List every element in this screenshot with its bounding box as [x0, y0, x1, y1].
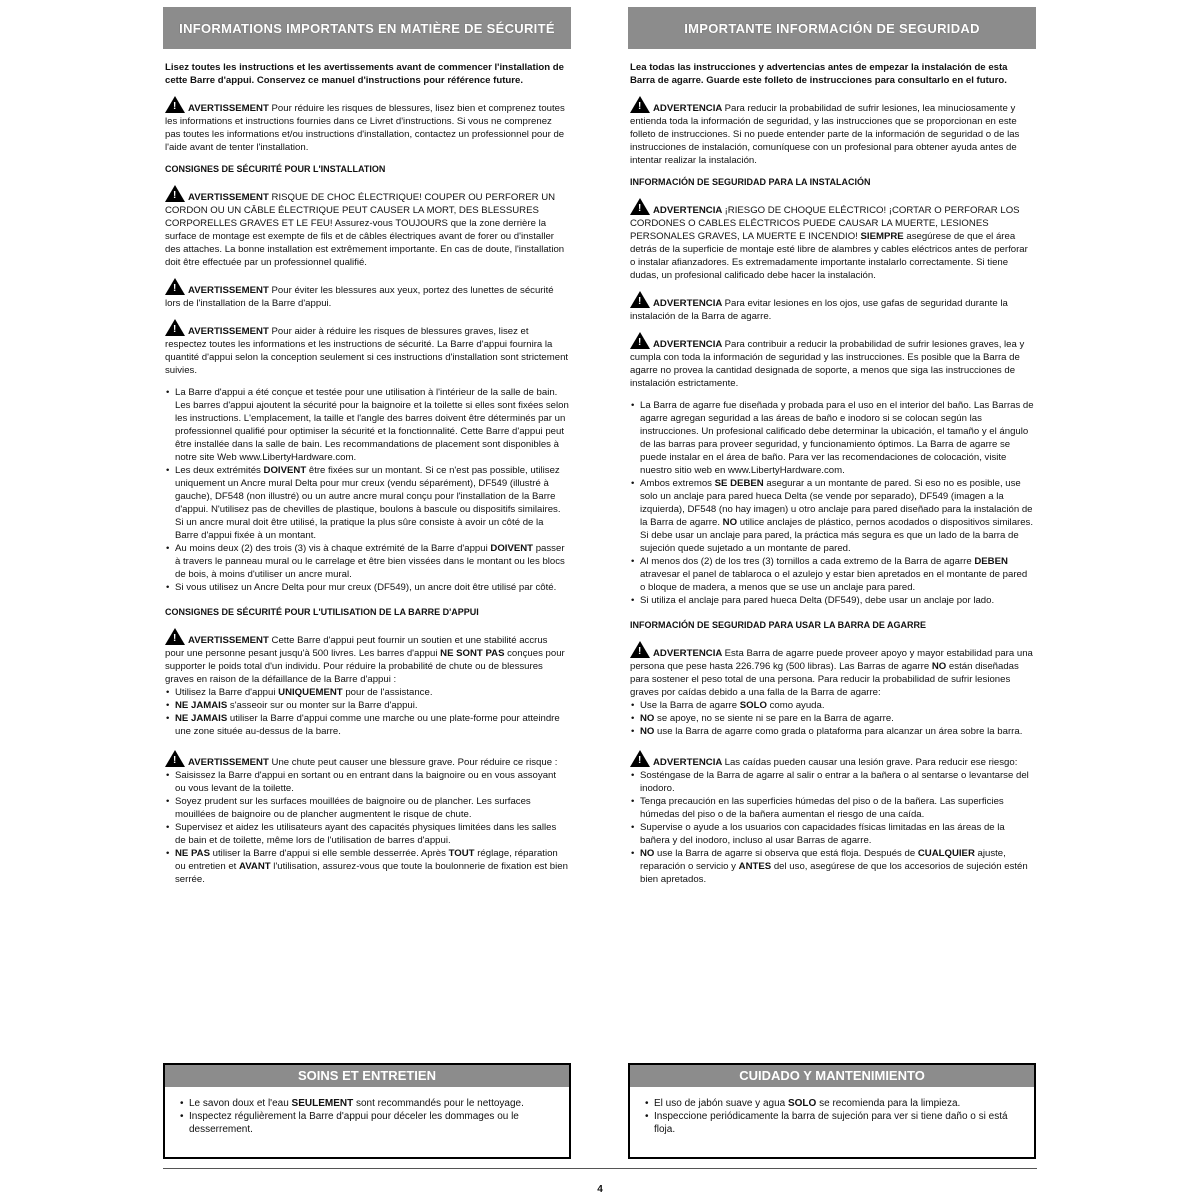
text-segment: La Barre d'appui a été conçue et testée pour une utilisation à l'intérieur de la salle de bain. Les barres d'appui ajoutent la sécurité pour la baignoire et la toilette si elles sont fixées selon les instructions. L'emplacement, la taille et l'angle des barres doivent être déterminés par un professionnel qualifié pour optimiser la sécurité et la fonctionnalité. Cette Barre d'appui peut être installée dans la salle de bain. Les recommandations de placement sont disponibles à notre site Web www.LibertyHardware.com. — [175, 387, 569, 463]
emphasis-text: SEULEMENT — [291, 1098, 354, 1109]
french-care-box — [163, 1063, 571, 1159]
text-segment: Use la Barra de agarre — [640, 700, 740, 711]
warning-paragraph — [630, 96, 1034, 167]
text-segment: asegúrese de que el área detrás de la superficie de montaje esté libre de alambres y cables eléctricos antes de perforar o instalar afianzadores. Es extremadamente importante instalarlo correctamente. Si tiene dudas, un profesional calificado debe hacer la instalación. — [630, 231, 1028, 281]
text-segment: Al menos dos (2) de los tres (3) tornillos a cada extremo de la Barra de agarre — [640, 556, 975, 567]
text-segment: passer à travers le panneau mural ou le carrelage et être bien vissées dans le montant ou les blocs de bois, à moins d'utiliser un ancre mural. — [175, 543, 565, 580]
text-segment: están diseñadas para sostener el peso total de una persona. Para reducir la probabilidad de sufrir lesiones graves por caídas debido a una falla de la Barra de agarre: — [630, 661, 1019, 698]
text-segment: del uso, asegúrese de que los accesorios de sujeción estén bien apretados. — [640, 861, 1028, 885]
emphasis-text: NE JAMAIS — [175, 713, 228, 724]
text-segment: CONSIGNES DE SÉCURITÉ POUR L'INSTALLATION — [165, 164, 386, 174]
warning-label: ADVERTENCIA — [653, 648, 725, 659]
text-segment: Une chute peut causer une blessure grave. Pour réduire ce risque : — [271, 757, 558, 768]
section-heading — [630, 619, 1034, 632]
french-care-title: SOINS ET ENTRETIEN — [165, 1065, 569, 1087]
list-item — [630, 594, 1034, 607]
warning-paragraph — [630, 198, 1034, 282]
text-segment: Para evitar lesiones en los ojos, use gafas de seguridad durante la instalación de la Barra de agarre. — [630, 298, 1008, 322]
warning-label: ADVERTENCIA — [653, 298, 725, 309]
text-segment: Utilisez la Barre d'appui — [175, 687, 279, 698]
text-segment: réglage, réparation ou entretien et — [175, 848, 558, 872]
warning-paragraph — [165, 628, 569, 686]
warning-triangle-icon — [630, 96, 650, 113]
emphasis-text: NO — [931, 661, 947, 672]
warning-triangle-icon — [630, 750, 650, 767]
intro-paragraph — [630, 61, 1034, 87]
text-segment: Soyez prudent sur les surfaces mouillées de baignoire ou de plancher. Les surfaces mouillées de baignoire ou de plancher augmentent le risque de chute. — [175, 796, 531, 820]
emphasis-text: TOUT — [448, 848, 475, 859]
warning-triangle-icon — [165, 185, 185, 202]
section-heading — [630, 176, 1034, 189]
emphasis-text: DOIVENT — [263, 465, 307, 476]
text-segment: Pour aider à réduire les risques de blessures graves, lisez et respectez toutes les informations et les instructions de sécurité. La Barre d'appui fournira la quantité d'appui selon la conception seulement si ces instructions d'installation sont strictement suivies. — [165, 326, 569, 376]
text-segment: Tenga precaución en las superficies húmedas del piso o de la bañera. Las superficies húmedas del piso o de la bañera aumentan el riesgo de una caída. — [640, 796, 1004, 820]
intro-paragraph — [165, 61, 569, 87]
warning-triangle-icon — [630, 332, 650, 349]
warning-triangle-icon — [165, 96, 185, 113]
text-segment: utilice anclajes de plástico, pernos acodados o dispositivos similares. Si debe usar un anclaje para pared, la práctica más segura es que un lado de la barra de sujeción quede sujetado a un montante de pared. — [640, 517, 1034, 554]
french-body — [163, 49, 571, 886]
warning-label: ADVERTENCIA — [653, 339, 725, 350]
emphasis-text: SE DEBEN — [714, 478, 764, 489]
emphasis-text: NE PAS — [175, 848, 211, 859]
list-item — [165, 464, 569, 542]
warning-paragraph — [630, 750, 1034, 769]
warning-label: AVERTISSEMENT — [188, 192, 272, 203]
list-item — [165, 581, 569, 594]
emphasis-text: SOLO — [739, 700, 767, 711]
warning-triangle-icon — [165, 278, 185, 295]
list-item — [630, 769, 1034, 795]
bullet-list — [165, 386, 569, 594]
text-segment: l'utilisation, assurez-vous que toute la boulonnerie de fixation est bien serrée. — [175, 861, 568, 885]
warning-paragraph — [630, 332, 1034, 390]
text-segment: RISQUE DE CHOC ÉLECTRIQUE! COUPER OU PERFORER UN CORDON OU UN CÂBLE ÉLECTRIQUE PEUT CAUSER LA MORT, DES BLESSURES CORPORELLES GRAVES ET LE FEU! Assurez-vous TOUJOURS que la zone derrière la surface de montage est exempte de fils et de câbles électriques avant de forer ou d'installer des attaches. La bonne installation est extrêmement importante. En cas de doute, l'installation doit être effectuée par un professionnel qualifié. — [165, 192, 565, 268]
text-segment: Cette Barre d'appui peut fournir un soutien et une stabilité accrus pour une personne pesant jusqu'à 500 livres. Les barres d'appui — [165, 635, 548, 659]
emphasis-text: DEBEN — [974, 556, 1008, 567]
text-segment: Saisissez la Barre d'appui en sortant ou en entrant dans la baignoire ou en vous assoyant ou vous levant de la toilette. — [175, 770, 557, 794]
text-segment: Inspectez régulièrement la Barre d'appui pour déceler les dommages ou le desserrement. — [189, 1111, 519, 1135]
list-item — [644, 1110, 1020, 1136]
list-item — [165, 769, 569, 795]
warning-label: AVERTISSEMENT — [188, 103, 272, 114]
text-segment: Supervise o ayude a los usuarios con capacidades físicas limitadas en las áreas de la bañera y del inodoro, incluso al usar Barras de agarre. — [640, 822, 1005, 846]
text-segment: use la Barra de agarre como grada o plataforma para alcanzar un área sobre la barra. — [654, 726, 1023, 737]
text-segment: La Barra de agarre fue diseñada y probada para el uso en el interior del baño. Las Barras de agarre agregan seguridad a las áreas de baño e inodoro si se colocan según las instrucciones. Un profesional calificado debe determinar la ubicación, el tamaño y el ángulo de las barras para proveer seguridad, y funcionamiento óptimos. La Barra de agarre se puede instalar en el área de baño. Para ver las recomendaciones de colocación, visite nuestro sitio web en www.LibertyHardware.com. — [640, 400, 1034, 476]
warning-triangle-icon — [165, 750, 185, 767]
list-item — [630, 699, 1034, 712]
list-item — [165, 699, 569, 712]
warning-paragraph — [165, 96, 569, 154]
text-segment: Esta Barra de agarre puede proveer apoyo y mayor estabilidad para una persona que pese hasta 226.796 kg (500 libras). Las Barras de agarre — [630, 648, 1033, 672]
text-segment: Le savon doux et l'eau — [189, 1098, 292, 1109]
list-item — [644, 1097, 1020, 1110]
french-care-list — [165, 1087, 569, 1136]
text-segment: Supervisez et aidez les utilisateurs ayant des capacités physiques limitées dans les salles de bain et de toilette, même lors de l'utilisation de barres d'appui. — [175, 822, 557, 846]
section-heading — [165, 163, 569, 176]
text-segment: Les deux extrémités — [175, 465, 264, 476]
section-heading — [165, 606, 569, 619]
text-segment: utiliser la Barre d'appui si elle semble desserrée. Après — [210, 848, 449, 859]
emphasis-text: SIEMPRE — [860, 231, 904, 242]
spanish-care-box — [628, 1063, 1036, 1159]
text-segment: Au moins deux (2) des trois (3) vis à chaque extrémité de la Barre d'appui — [175, 543, 491, 554]
bullet-list — [630, 769, 1034, 886]
warning-label: ADVERTENCIA — [653, 103, 725, 114]
list-item — [165, 847, 569, 886]
french-column — [163, 7, 571, 898]
french-title: INFORMATIONS IMPORTANTS EN MATIÈRE DE SÉCURITÉ — [163, 7, 571, 49]
list-item — [630, 477, 1034, 555]
list-item — [630, 847, 1034, 886]
warning-label: ADVERTENCIA — [653, 205, 725, 216]
emphasis-text: NO — [640, 726, 655, 737]
text-segment: Para contribuir a reducir la probabilidad de sufrir lesiones graves, lea y cumpla con toda la información de seguridad y las instrucciones. Es posible que la Barra de agarre no provea la cantidad designada de soporte, a menos que siga las instrucciones de instalación estrictamente. — [630, 339, 1025, 389]
text-segment: pour de l'assistance. — [342, 687, 433, 698]
warning-label: AVERTISSEMENT — [188, 635, 272, 646]
text-segment: Si vous utilisez un Ancre Delta pour mur creux (DF549), un ancre doit être utilisé par côté. — [175, 582, 557, 593]
emphasis-text: SOLO — [787, 1098, 817, 1109]
emphasis-text: NO — [722, 517, 738, 528]
text-segment: être fixées sur un montant. Si ce n'est pas possible, utilisez uniquement un Ancre mural Delta pour mur creux (vendu séparément), DF549 (illustré à gauche), DF548 (non illustré) ou un autre ancre mural conçu pour l'installation de la Barre d'appui. N'utilisez pas de chevilles de plastique, boulons à bascule ou dispositifs similaires. Si un ancre mural doit être utilisé, la pratique la plus sûre consiste à avoir un côté de la Barre d'appui fixée à un montant. — [175, 465, 561, 541]
emphasis-text: CUALQUIER — [917, 848, 975, 859]
list-item — [630, 712, 1034, 725]
text-segment: s'asseoir sur ou monter sur la Barre d'appui. — [227, 700, 418, 711]
text-segment: atravesar el panel de tablaroca o el azulejo y estar bien apretados en el montante de pared o bloque de madera, a menos que se use un anclaje para pared. — [640, 569, 1028, 593]
warning-triangle-icon — [165, 628, 185, 645]
text-segment: El uso de jabón suave y agua — [654, 1098, 788, 1109]
list-item — [630, 795, 1034, 821]
text-segment: se apoye, no se siente ni se pare en la Barra de agarre. — [654, 713, 894, 724]
list-item — [179, 1110, 555, 1136]
warning-paragraph — [630, 641, 1034, 699]
emphasis-text: NE JAMAIS — [175, 700, 228, 711]
text-segment: ajuste, reparación o servicio y — [640, 848, 1006, 872]
list-item — [165, 795, 569, 821]
text-segment: Si utiliza el anclaje para pared hueca Delta (DF549), debe usar un anclaje por lado. — [640, 595, 995, 606]
warning-label: AVERTISSEMENT — [188, 285, 272, 296]
list-item — [630, 555, 1034, 594]
text-segment: CONSIGNES DE SÉCURITÉ POUR L'UTILISATION DE LA BARRE D'APPUI — [165, 607, 479, 617]
spanish-care-list — [630, 1087, 1034, 1136]
warning-label: AVERTISSEMENT — [188, 326, 272, 337]
warning-triangle-icon — [165, 319, 185, 336]
emphasis-text: DOIVENT — [490, 543, 534, 554]
warning-paragraph — [165, 278, 569, 310]
text-segment: Para reducir la probabilidad de sufrir lesiones, lea minuciosamente y entienda toda la información de seguridad, y las instrucciones que se proporcionan en este folleto de instrucciones. Si no puede entender parte de la información de seguridad o de las instrucciones de instalación, comuníquese con un profesional para obtener ayuda antes de intentar realizar la instalación. — [630, 103, 1020, 166]
text-segment: se recomienda para la limpieza. — [816, 1098, 961, 1109]
list-item — [630, 821, 1034, 847]
list-item — [165, 386, 569, 464]
emphasis-text: ANTES — [738, 861, 772, 872]
text-segment: Lisez toutes les instructions et les avertissements avant de commencer l'installation de cette Barre d'appui. Conservez ce manuel d'instructions pour référence future. — [165, 62, 564, 86]
warning-triangle-icon — [630, 641, 650, 658]
bullet-list — [165, 686, 569, 738]
list-item — [165, 712, 569, 738]
list-item — [165, 821, 569, 847]
text-segment: Sosténgase de la Barra de agarre al salir o entrar a la bañera o al sentarse o levantarse del inodoro. — [640, 770, 1029, 794]
text-segment: Pour réduire les risques de blessures, lisez bien et comprenez toutes les informations et instructions fournies dans ce Livret d'instructions. Si vous ne comprenez pas toutes les informations et/ou instructions d'installation, contactez un professionnel pour de l'aide avant de tenter l'installation. — [165, 103, 565, 153]
text-segment: Ambos extremos — [640, 478, 715, 489]
bullet-list — [630, 399, 1034, 607]
text-segment: Inspeccione periódicamente la barra de sujeción para ver si tiene daño o si está floja. — [654, 1111, 1008, 1135]
text-segment: sont recommandés pour le nettoyage. — [353, 1098, 524, 1109]
text-segment: asegurar a un montante de pared. Si eso no es posible, use solo un anclaje para pared hueca Delta (se vende por separado), DF549 (imagen a la izquierda), DF548 (no hay imagen) u otro anclaje para pared diseñado para la instalación de la Barra de agarre. — [640, 478, 1033, 528]
warning-triangle-icon — [630, 198, 650, 215]
list-item — [165, 542, 569, 581]
warning-paragraph — [165, 185, 569, 269]
page-number: 4 — [597, 1184, 603, 1195]
text-segment: utiliser la Barre d'appui comme une marche ou une plate-forme pour atteindre une zone située au-dessus de la barre. — [175, 713, 560, 737]
list-item — [179, 1097, 555, 1110]
warning-triangle-icon — [630, 291, 650, 308]
text-segment: Lea todas las instrucciones y advertencias antes de empezar la instalación de esta Barra de agarre. Guarde este folleto de instrucciones para consultarlo en el futuro. — [630, 62, 1008, 86]
text-segment: Pour éviter les blessures aux yeux, portez des lunettes de sécurité lors de l'installation de la Barre d'appui. — [165, 285, 554, 309]
warning-label: ADVERTENCIA — [653, 757, 725, 768]
emphasis-text: NO — [640, 713, 655, 724]
text-segment: ¡RIESGO DE CHOQUE ELÉCTRICO! ¡CORTAR O PERFORAR LOS CORDONES O CABLES ELÉCTRICOS PUEDE CAUSAR LA MUERTE, LESIONES PERSONALES GRAVES, LA MUERTE E INCENDIO! — [630, 205, 1020, 242]
warning-label: AVERTISSEMENT — [188, 757, 272, 768]
spanish-care-title: CUIDADO Y MANTENIMIENTO — [630, 1065, 1034, 1087]
warning-paragraph — [165, 319, 569, 377]
spanish-column — [628, 7, 1036, 898]
spanish-body — [628, 49, 1036, 886]
warning-paragraph — [630, 291, 1034, 323]
list-item — [630, 725, 1034, 738]
text-segment: conçues pour supporter le poids total d'un individu. Pour réduire la probabilité de chute ou de blessures graves en raison de la défaillance de la Barre d'appui : — [165, 648, 565, 685]
bullet-list — [630, 699, 1034, 738]
emphasis-text: NO — [640, 848, 655, 859]
list-item — [165, 686, 569, 699]
emphasis-text: UNIQUEMENT — [278, 687, 343, 698]
emphasis-text: AVANT — [239, 861, 271, 872]
footer-divider — [163, 1168, 1037, 1169]
text-segment: como ayuda. — [766, 700, 825, 711]
warning-paragraph — [165, 750, 569, 769]
text-segment: use la Barra de agarre si observa que está floja. Después de — [654, 848, 918, 859]
text-segment: Las caídas pueden causar una lesión grave. Para reducir ese riesgo: — [724, 757, 1018, 768]
emphasis-text: NE SONT PAS — [440, 648, 505, 659]
bullet-list — [165, 769, 569, 886]
text-segment: INFORMACIÓN DE SEGURIDAD PARA LA INSTALACIÓN — [630, 177, 871, 187]
spanish-title: IMPORTANTE INFORMACIÓN DE SEGURIDAD — [628, 7, 1036, 49]
list-item — [630, 399, 1034, 477]
text-segment: INFORMACIÓN DE SEGURIDAD PARA USAR LA BARRA DE AGARRE — [630, 620, 927, 630]
